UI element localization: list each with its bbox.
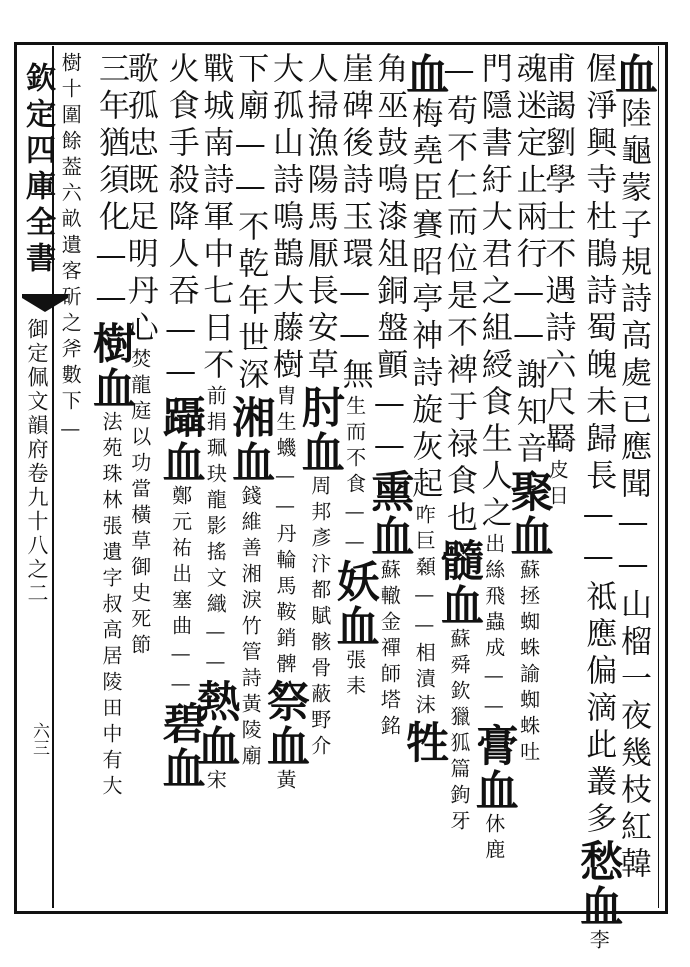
text-column [86,52,136,801]
column-text: 胄生蟣——丹輪馬鞍銷髀 [273,385,297,679]
headword: 膏 [468,723,519,768]
headword: 血 [573,884,624,929]
column-text: 梅堯臣賽昭亭神詩旋灰起 [406,97,443,504]
column-text: 蘇拯蜘蛛諭蜘蛛吐 [516,559,541,767]
column-text: 大孤山詩鳴鵲大藤樹 [267,52,303,385]
column-text: 門隱書紆大君之組綬食生人之 [475,52,512,533]
column-text: 崖碑後詩玉環——無 [336,52,373,395]
headword: 躡 [155,395,206,440]
column-text: 宋 [203,769,228,795]
column-text: 蘇舜欽獵狐篇鉤牙 [447,628,471,836]
column-text: 甫謁劉學士不遇詩六尺羇 [539,52,576,459]
headword: 聚 [503,469,554,514]
headword: 愁 [573,839,624,884]
headword: 髓 [434,538,484,583]
column-text: 三年猶須化—— [93,52,129,321]
column-text: 周邦彥汴都賦骸骨蔽野介 [307,475,332,761]
headword: 血 [364,514,415,559]
headword: 血 [608,52,658,97]
volume-subtitle: 御定佩文韻府卷九十八之二 [25,318,49,606]
headword: 牲 [399,720,450,765]
column-text: —苟不仁而位是不裨于禄食也 [441,52,477,538]
column-text: 火食手殺降人吞—— [162,52,199,395]
headword: 血 [294,430,345,475]
headword: 血 [503,514,554,559]
text-column [54,52,85,446]
column-text: 御史死節 [127,556,152,660]
headword: 血 [468,768,519,813]
column-text: 鄭元祐出塞曲—— [168,485,193,701]
column-text: 咋巨顙——相漬沫 [412,504,437,720]
headword: 樹 [86,321,136,366]
headword: 祭 [260,679,310,724]
column-text: 戰城南詩軍中七日不 [197,52,234,385]
headword: 血 [155,440,206,485]
column-text: 焚龍庭以功當橫草 [127,348,152,556]
column-text: 出絲飛蟲成—— [481,533,506,723]
column-text: 下廟——不乾年世深 [232,52,269,395]
headword: 血 [329,604,380,649]
headword: 血 [190,724,241,769]
headword: 妖 [329,559,380,604]
column-text: 張耒 [342,649,367,701]
column-text: 人掃漁陽馬厭長安草 [301,52,338,385]
headword: 血 [225,440,276,485]
column-text: 李 [586,929,611,955]
column-text: 角巫鼓鳴漆俎銅盤顫—— [371,52,408,469]
headword: 碧 [155,701,206,746]
column-text: 偓淨興寺杜鵑詩蜀魄未歸長——祗應偏滴此叢多 [580,52,617,839]
column-text: 錢維善湘淚竹管詩黃陵廟 [238,485,263,771]
column-text: 法苑珠林張遺字叔高居陵田中有大 [99,411,123,801]
headword: 湘 [225,395,276,440]
column-text: 樹十圍餘葢六畝遺客斫之斧數下— [58,52,83,446]
headword: 血 [399,52,450,97]
headword: 血 [155,746,206,791]
book-title: 欽定四庫全書 [20,62,55,278]
text-column [155,52,206,791]
column-text: 前捐珮玦龍影搖文織—— [203,385,228,679]
headword: 血 [260,724,310,769]
column-text: 皮日 [545,459,570,511]
column-text: 休鹿 [481,813,506,865]
headword: 血 [86,366,136,411]
text-column [573,52,624,955]
column-text: 蘇轍金禪師塔銘 [377,559,402,741]
column-text: 歌孤忠既足明丹心 [121,52,158,348]
page-number: 六三 [29,722,49,756]
column-text: 黃 [273,769,297,795]
headword: 熱 [190,679,241,724]
column-text: 陸龜蒙子規詩高處已應聞——山榴一夜幾枝紅韓 [615,97,651,884]
headword: 肘 [294,385,345,430]
column-text: 魂迷定止兩行——謝知音 [510,52,547,469]
headword: 熏 [364,469,415,514]
headword: 血 [434,583,484,628]
column-text: 生而不食—— [342,395,367,559]
